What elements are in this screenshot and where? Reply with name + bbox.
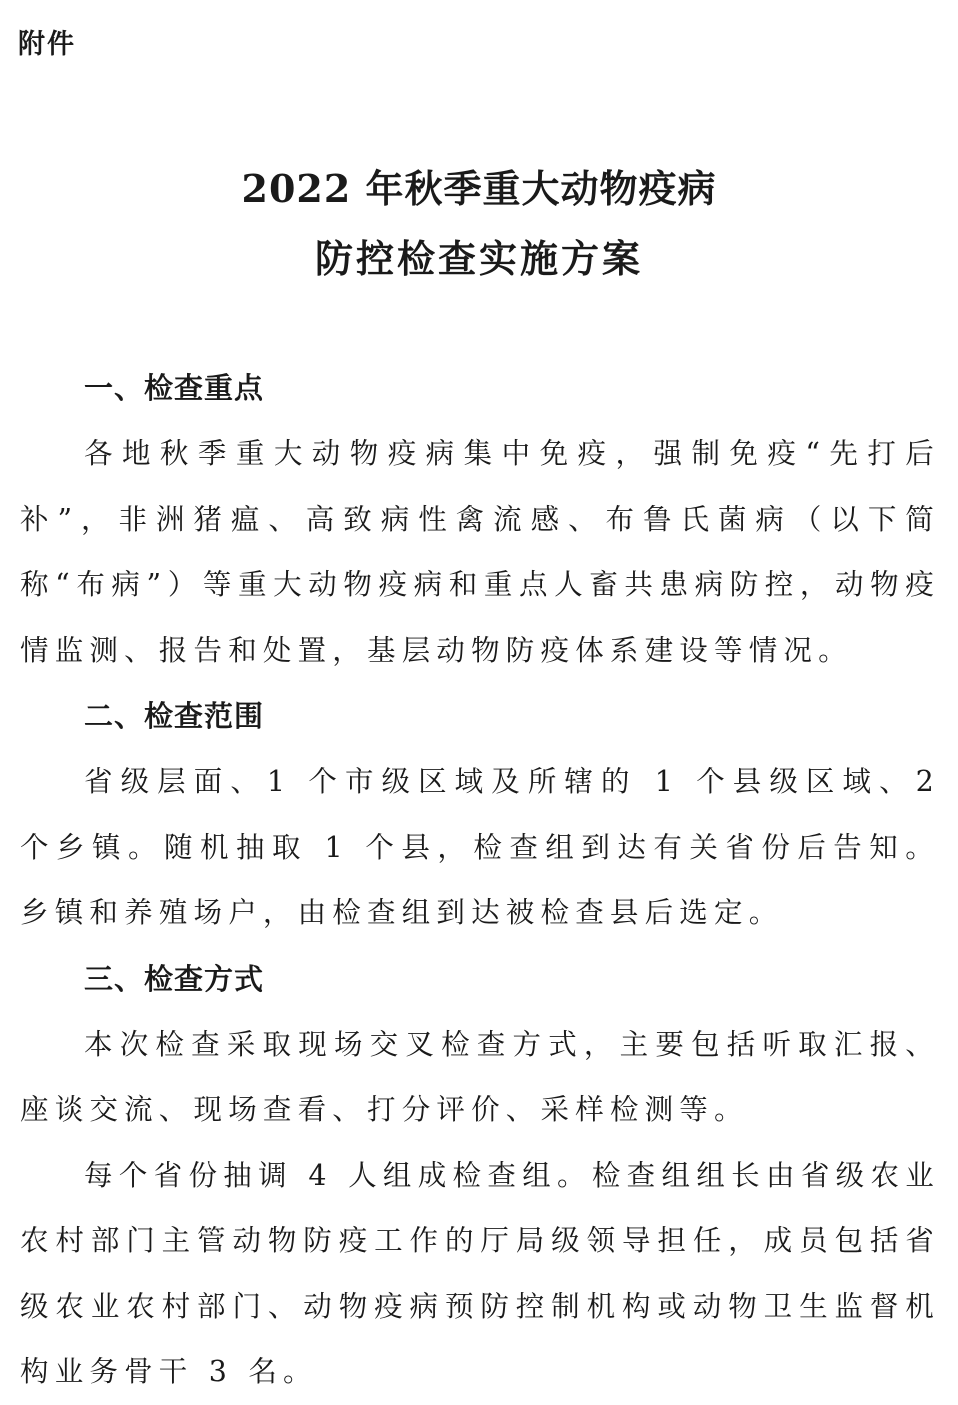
section-heading: 三、检查方式 [84, 961, 265, 996]
section-inspection-scope [20, 683, 940, 946]
section-heading: 二、检查范围 [84, 699, 265, 733]
attachment-label: 附件 [18, 29, 76, 60]
document-title-line-1: 2022 年秋季重大动物疫病 [241, 166, 717, 211]
section-paragraph: 本次检查采取现场交叉检查方式，主要包括听取汇报、座谈交流、现场查看、打分评价、采样检测等。 [20, 1027, 940, 1126]
section-paragraph: 各地秋季重大动物疫病集中免疫，强制免疫“先打后补”，非洲猪瘟、高致病性禽流感、布鲁氏菌病（以下简称“布病”）等重大动物疫病和重点人畜共患病防控，动物疫情监测、报告和处置，基层动物防疫体系建设等情况。 [20, 437, 940, 667]
section-inspection-focus [20, 355, 940, 683]
section-heading: 一、检查重点 [84, 371, 265, 405]
section-inspection-method [20, 946, 940, 1405]
section-paragraph: 每个省份抽调 4 人组成检查组。检查组组长由省级农业农村部门主管动物防疫工作的厅局级领导担任，成员包括省级农业农村部门、动物疫病预防控制机构或动物卫生监督机构业务骨干 3 名。 [20, 1158, 940, 1388]
section-paragraph: 省级层面、1 个市级区域及所辖的 1 个县级区域、2 个乡镇。随机抽取 1 个县，检查组到达有关省份后告知。乡镇和养殖场户，由检查组到达被检查县后选定。 [20, 765, 940, 929]
document-body [20, 355, 940, 1405]
document-title-line-2: 防控检查实施方案 [314, 236, 643, 281]
